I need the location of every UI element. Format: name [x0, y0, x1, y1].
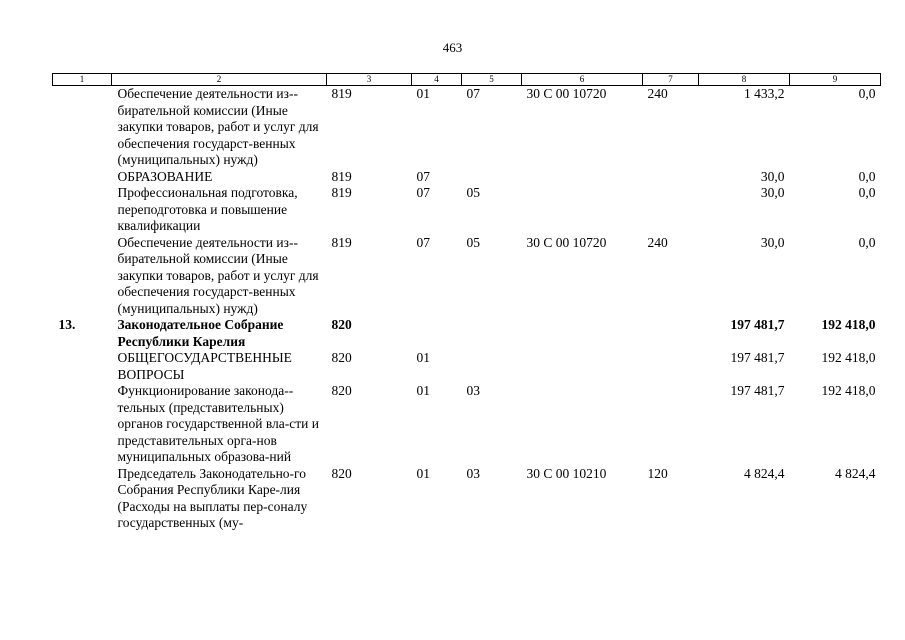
row-name: Председатель Законодательно-го Собрания Республики Каре-лия (Расходы на выплаты пер-соналу государственных (му- — [117, 465, 308, 530]
subsection-code — [462, 350, 522, 383]
col-header-5: 5 — [462, 74, 522, 86]
table-row — [53, 466, 881, 532]
section-code — [412, 317, 462, 350]
budget-table — [52, 73, 881, 532]
target-article-code — [522, 317, 643, 350]
subsection-code: 03 — [466, 465, 480, 481]
ministry-code: 820 — [331, 383, 352, 398]
expense-type-code — [643, 350, 699, 383]
expense-type-code — [643, 383, 699, 466]
col-header-1: 1 — [53, 74, 112, 86]
row-name: ОБЩЕГОСУДАРСТВЕННЫЕ ВОПРОСЫ — [117, 350, 292, 382]
amount-col-9: 192 418,0 — [821, 350, 876, 365]
row-number — [53, 350, 112, 383]
col-header-7: 7 — [643, 74, 699, 86]
section-code: 01 — [416, 350, 430, 365]
target-article-code — [522, 350, 643, 383]
section-code: 01 — [416, 383, 430, 398]
ministry-code: 819 — [331, 168, 352, 184]
expense-type-code — [643, 169, 699, 186]
table-row — [53, 235, 881, 318]
expense-type-code — [643, 317, 699, 350]
col-header-4: 4 — [412, 74, 462, 86]
row-number — [53, 86, 112, 169]
table-row — [53, 383, 881, 466]
row-name: Законодательное Собрание Республики Карелия — [117, 317, 284, 349]
subsection-code: 05 — [466, 234, 480, 250]
expense-type-code: 240 — [647, 86, 668, 101]
section-code: 07 — [416, 234, 430, 250]
amount-col-8: 30,0 — [760, 234, 785, 250]
amount-col-9: 0,0 — [858, 234, 876, 250]
amount-col-8: 4 824,4 — [744, 465, 785, 481]
row-number — [53, 185, 112, 235]
table-row — [53, 86, 881, 169]
amount-col-8: 1 433,2 — [744, 86, 785, 101]
target-article-code — [522, 383, 643, 466]
target-article-code: 30 С 00 10720 — [526, 86, 607, 101]
amount-col-9: 0,0 — [858, 168, 876, 184]
col-header-3: 3 — [327, 74, 412, 86]
row-name: ОБРАЗОВАНИЕ — [117, 168, 213, 184]
row-number — [53, 383, 112, 466]
row-number — [53, 466, 112, 532]
ministry-code: 820 — [331, 317, 352, 332]
amount-col-8: 197 481,7 — [730, 383, 785, 398]
row-number: 13. — [58, 317, 76, 332]
row-number — [53, 235, 112, 318]
target-article-code — [522, 169, 643, 186]
col-header-9: 9 — [790, 74, 881, 86]
col-header-6: 6 — [522, 74, 643, 86]
table-row — [53, 185, 881, 235]
section-code: 01 — [416, 465, 430, 481]
amount-col-8: 30,0 — [760, 185, 785, 200]
expense-type-code — [643, 185, 699, 235]
amount-col-9: 192 418,0 — [821, 317, 876, 332]
subsection-code: 07 — [466, 86, 480, 101]
ministry-code: 819 — [331, 185, 352, 200]
subsection-code: 05 — [466, 185, 480, 200]
ministry-code: 820 — [331, 465, 352, 481]
target-article-code: 30 С 00 10720 — [526, 234, 607, 250]
amount-col-9: 0,0 — [858, 185, 876, 200]
row-name: Обеспечение деятельности из-бирательной комиссии (Иные закупки товаров, работ и услуг для обеспечения государст-венных (муниципальных) нужд) — [117, 86, 319, 167]
ministry-code: 820 — [331, 350, 352, 365]
row-name: Функционирование законода-тельных (представительных) органов государственной вла-сти и представительных орга-нов муниципальных образова-ний — [117, 383, 319, 464]
column-number-header — [53, 74, 881, 86]
target-article-code: 30 С 00 10210 — [526, 465, 607, 481]
ministry-code: 819 — [331, 86, 352, 101]
row-name: Обеспечение деятельности из-бирательной комиссии (Иные закупки товаров, работ и услуг для обеспечения государст-венных (муниципальных) нужд) — [117, 234, 319, 316]
amount-col-9: 0,0 — [858, 86, 876, 101]
col-header-2: 2 — [112, 74, 327, 86]
target-article-code — [522, 185, 643, 235]
table-row-section-header — [53, 317, 881, 350]
amount-col-9: 192 418,0 — [821, 383, 876, 398]
page-number: 463 — [442, 40, 463, 55]
amount-col-8: 197 481,7 — [730, 350, 785, 365]
table-row — [53, 350, 881, 383]
col-header-8: 8 — [699, 74, 790, 86]
section-code: 07 — [416, 185, 430, 200]
amount-col-8: 197 481,7 — [730, 317, 785, 332]
row-number — [53, 169, 112, 186]
ministry-code: 819 — [331, 234, 352, 250]
amount-col-8: 30,0 — [760, 168, 785, 184]
table-row — [53, 169, 881, 186]
expense-type-code: 120 — [647, 465, 668, 481]
row-name: Профессиональная подготовка, переподготовка и повышение квалификации — [117, 185, 298, 233]
expense-type-code: 240 — [647, 234, 668, 250]
subsection-code: 03 — [466, 383, 480, 398]
section-code: 07 — [416, 168, 430, 184]
amount-col-9: 4 824,4 — [835, 465, 876, 481]
subsection-code — [462, 169, 522, 186]
subsection-code — [462, 317, 522, 350]
section-code: 01 — [416, 86, 430, 101]
